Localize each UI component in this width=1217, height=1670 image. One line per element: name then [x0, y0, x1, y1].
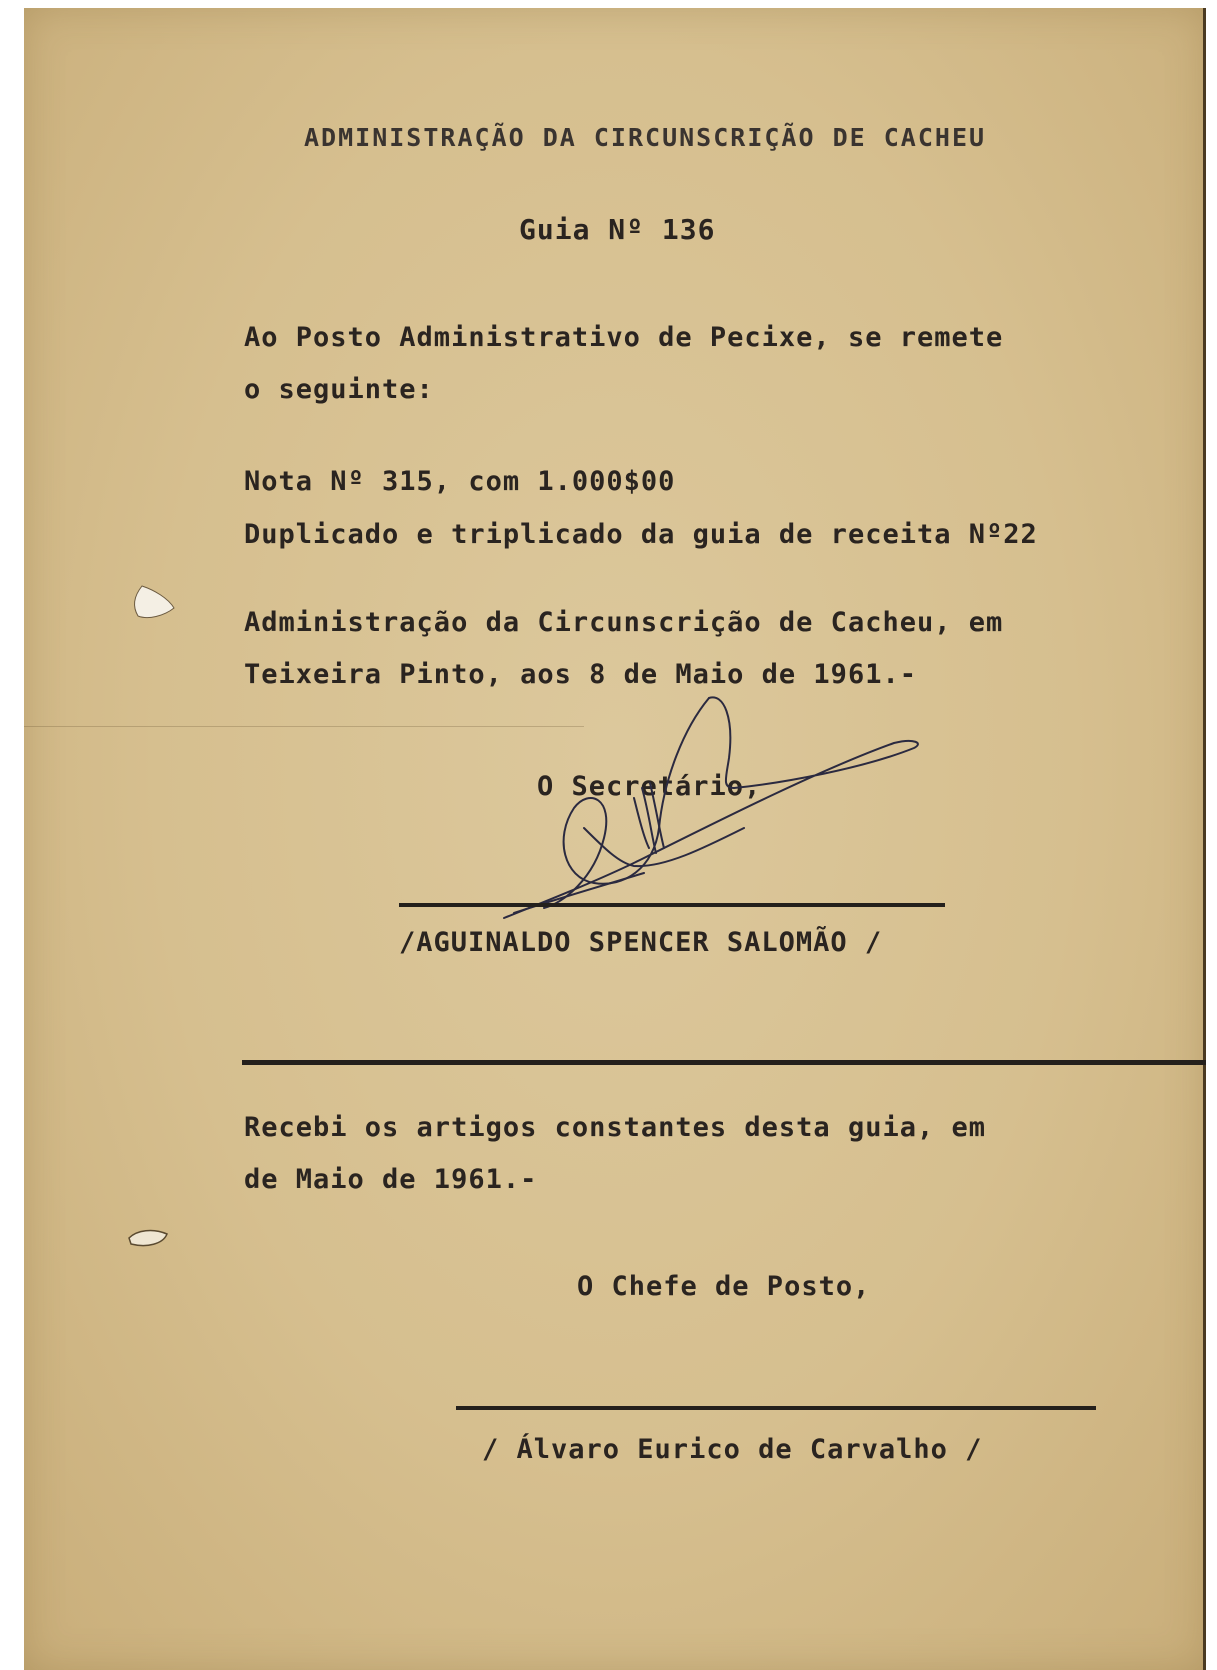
body-line-4: Duplicado e triplicado da guia de receita Nº22: [244, 519, 1038, 550]
receipt-line-2: de Maio de 1961.-: [244, 1164, 538, 1195]
receipt-line-1: Recebi os artigos constantes desta guia, em: [244, 1112, 986, 1143]
body-line-3: Nota Nº 315, com 1.000$00: [244, 466, 676, 497]
body-line-1: Ao Posto Administrativo de Pecixe, se remete: [244, 322, 1004, 353]
body-line-6: Teixeira Pinto, aos 8 de Maio de 1961.-: [244, 659, 917, 690]
secretary-signature-line: [399, 903, 945, 907]
chief-title: O Chefe de Posto,: [577, 1271, 871, 1302]
paper-tear-mark: [124, 576, 184, 626]
body-line-5: Administração da Circunscrição de Cacheu, em: [244, 607, 1004, 638]
document-page: [24, 8, 1206, 1670]
chief-name: / Álvaro Eurico de Carvalho /: [482, 1434, 983, 1465]
guia-number: Guia Nº 136: [519, 213, 716, 246]
secretary-name: /AGUINALDO SPENCER SALOMÃO /: [399, 927, 883, 958]
handwritten-signature: [444, 688, 964, 948]
document-header: ADMINISTRAÇÃO DA CIRCUNSCRIÇÃO DE CACHEU: [304, 123, 987, 152]
section-divider: [242, 1060, 1206, 1065]
page-edge: [1203, 8, 1206, 1670]
chief-signature-line: [456, 1406, 1096, 1410]
body-line-2: o seguinte:: [244, 374, 434, 405]
paper-hole-mark: [119, 1218, 179, 1258]
secretary-title: O Secretário,: [537, 771, 762, 802]
